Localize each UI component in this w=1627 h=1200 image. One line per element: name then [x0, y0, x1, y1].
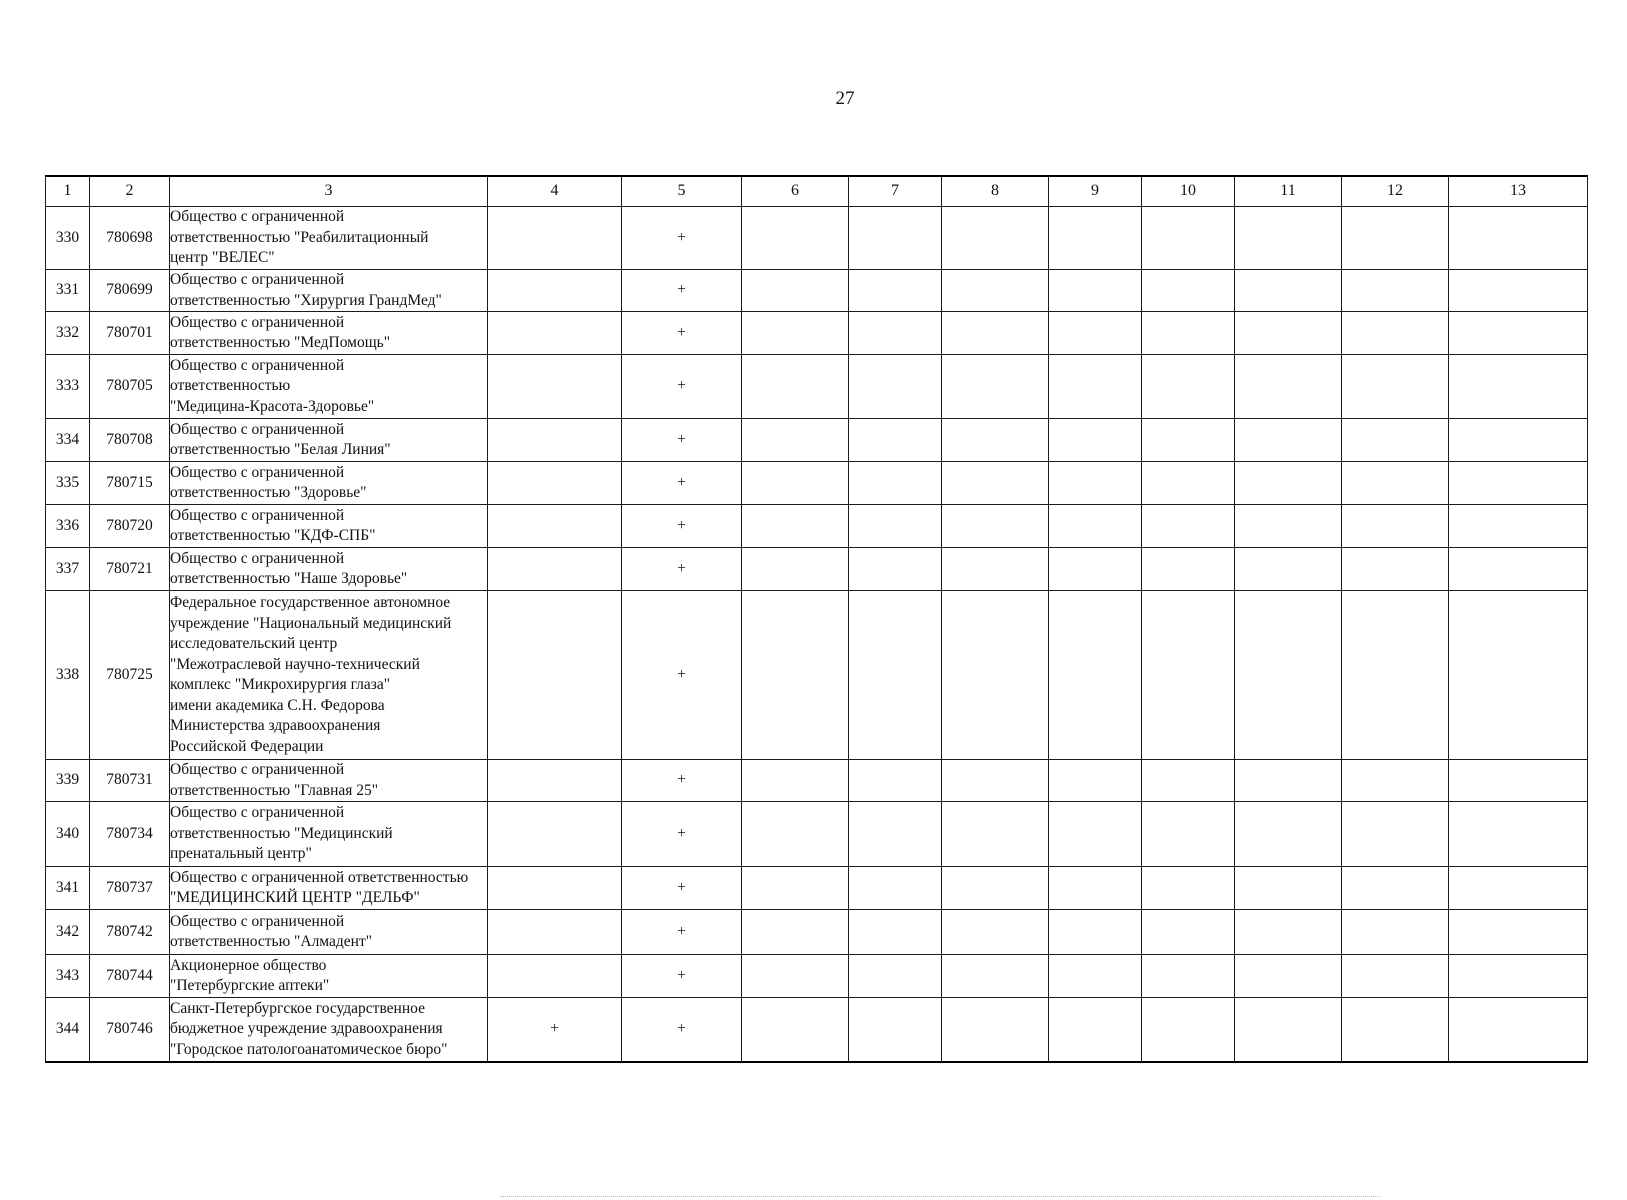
- empty-cell: [942, 591, 1049, 760]
- empty-cell: [1049, 910, 1142, 955]
- empty-cell: [1342, 548, 1449, 591]
- organization-name: Акционерное общество "Петербургские аптеки": [170, 955, 488, 998]
- empty-cell: [1142, 505, 1235, 548]
- row-number: 336: [46, 505, 90, 548]
- empty-cell: [1342, 867, 1449, 910]
- empty-cell: [1049, 760, 1142, 802]
- organization-name: Общество с ограниченной ответственностью "Медицина-Красота-Здоровье": [170, 355, 488, 419]
- empty-cell: [1449, 867, 1588, 910]
- row-number: 339: [46, 760, 90, 802]
- empty-cell: [1142, 998, 1235, 1062]
- empty-cell: [1142, 591, 1235, 760]
- row-number: 338: [46, 591, 90, 760]
- organization-name: Общество с ограниченной ответственностью "Хирургия ГрандМед": [170, 270, 488, 312]
- empty-cell: [1142, 867, 1235, 910]
- empty-cell: [1142, 419, 1235, 462]
- col5-mark: +: [622, 760, 742, 802]
- empty-cell: [1049, 312, 1142, 355]
- col4-mark: [488, 505, 622, 548]
- empty-cell: [1449, 505, 1588, 548]
- empty-cell: [1142, 802, 1235, 867]
- table-row: [46, 355, 1588, 419]
- table-row: [46, 910, 1588, 955]
- empty-cell: [942, 207, 1049, 270]
- empty-cell: [1235, 998, 1342, 1062]
- col4-mark: [488, 462, 622, 505]
- empty-cell: [1235, 462, 1342, 505]
- registry-code: 780725: [90, 591, 170, 760]
- empty-cell: [1235, 955, 1342, 998]
- column-header: 6: [742, 176, 849, 207]
- col5-mark: +: [622, 867, 742, 910]
- empty-cell: [1235, 270, 1342, 312]
- col4-mark: [488, 207, 622, 270]
- empty-cell: [742, 462, 849, 505]
- row-number: 334: [46, 419, 90, 462]
- registry-code: 780721: [90, 548, 170, 591]
- table-row: [46, 548, 1588, 591]
- col5-mark: +: [622, 355, 742, 419]
- table-row: [46, 462, 1588, 505]
- empty-cell: [1235, 312, 1342, 355]
- empty-cell: [742, 910, 849, 955]
- empty-cell: [1049, 802, 1142, 867]
- organization-name: Общество с ограниченной ответственностью "КДФ-СПБ": [170, 505, 488, 548]
- row-number: 332: [46, 312, 90, 355]
- empty-cell: [1142, 955, 1235, 998]
- scan-artifact-line: [500, 1196, 1380, 1198]
- col4-mark: [488, 910, 622, 955]
- empty-cell: [942, 998, 1049, 1062]
- organization-name: Общество с ограниченной ответственностью "МЕДИЦИНСКИЙ ЦЕНТР "ДЕЛЬФ": [170, 867, 488, 910]
- col5-mark: +: [622, 505, 742, 548]
- empty-cell: [742, 312, 849, 355]
- organization-name: Общество с ограниченной ответственностью "Здоровье": [170, 462, 488, 505]
- empty-cell: [942, 867, 1049, 910]
- row-number: 344: [46, 998, 90, 1062]
- empty-cell: [1342, 760, 1449, 802]
- empty-cell: [1449, 270, 1588, 312]
- table-row: [46, 998, 1588, 1062]
- col4-mark: [488, 419, 622, 462]
- registry-code: 780715: [90, 462, 170, 505]
- registry-code: 780720: [90, 505, 170, 548]
- table-row: [46, 270, 1588, 312]
- col5-mark: +: [622, 955, 742, 998]
- empty-cell: [1342, 505, 1449, 548]
- empty-cell: [1049, 462, 1142, 505]
- empty-cell: [942, 355, 1049, 419]
- empty-cell: [1342, 207, 1449, 270]
- empty-cell: [1449, 955, 1588, 998]
- empty-cell: [1049, 867, 1142, 910]
- empty-cell: [849, 998, 942, 1062]
- col4-mark: [488, 867, 622, 910]
- row-number: 331: [46, 270, 90, 312]
- column-header: 12: [1342, 176, 1449, 207]
- registry-table: [45, 175, 1588, 1063]
- col5-mark: +: [622, 548, 742, 591]
- empty-cell: [849, 270, 942, 312]
- row-number: 333: [46, 355, 90, 419]
- organization-name: Общество с ограниченной ответственностью "МедПомощь": [170, 312, 488, 355]
- registry-code: 780708: [90, 419, 170, 462]
- empty-cell: [849, 505, 942, 548]
- empty-cell: [1449, 355, 1588, 419]
- empty-cell: [1235, 802, 1342, 867]
- empty-cell: [1142, 548, 1235, 591]
- empty-cell: [742, 760, 849, 802]
- column-header: 4: [488, 176, 622, 207]
- table-row: [46, 419, 1588, 462]
- empty-cell: [1342, 355, 1449, 419]
- column-header: 7: [849, 176, 942, 207]
- empty-cell: [742, 867, 849, 910]
- empty-cell: [942, 910, 1049, 955]
- empty-cell: [942, 312, 1049, 355]
- registry-code: 780744: [90, 955, 170, 998]
- col4-mark: [488, 955, 622, 998]
- empty-cell: [849, 207, 942, 270]
- col5-mark: +: [622, 910, 742, 955]
- empty-cell: [1449, 312, 1588, 355]
- row-number: 330: [46, 207, 90, 270]
- empty-cell: [1142, 207, 1235, 270]
- empty-cell: [1449, 548, 1588, 591]
- registry-code: 780742: [90, 910, 170, 955]
- row-number: 342: [46, 910, 90, 955]
- empty-cell: [849, 355, 942, 419]
- empty-cell: [1235, 548, 1342, 591]
- column-header: 10: [1142, 176, 1235, 207]
- empty-cell: [1235, 867, 1342, 910]
- empty-cell: [1049, 591, 1142, 760]
- empty-cell: [942, 760, 1049, 802]
- empty-cell: [742, 591, 849, 760]
- column-header: 13: [1449, 176, 1588, 207]
- empty-cell: [1049, 270, 1142, 312]
- empty-cell: [942, 505, 1049, 548]
- empty-cell: [742, 802, 849, 867]
- empty-cell: [942, 419, 1049, 462]
- empty-cell: [1449, 591, 1588, 760]
- column-header: 5: [622, 176, 742, 207]
- empty-cell: [1342, 591, 1449, 760]
- row-number: 340: [46, 802, 90, 867]
- registry-code: 780746: [90, 998, 170, 1062]
- col5-mark: +: [622, 207, 742, 270]
- empty-cell: [1235, 591, 1342, 760]
- empty-cell: [742, 419, 849, 462]
- empty-cell: [1142, 355, 1235, 419]
- empty-cell: [742, 955, 849, 998]
- empty-cell: [849, 867, 942, 910]
- organization-name: Санкт-Петербургское государственное бюджетное учреждение здравоохранения "Городское патологоанатомическое бюро": [170, 998, 488, 1062]
- empty-cell: [849, 910, 942, 955]
- empty-cell: [742, 548, 849, 591]
- empty-cell: [1235, 505, 1342, 548]
- empty-cell: [742, 998, 849, 1062]
- col4-mark: [488, 591, 622, 760]
- organization-name: Федеральное государственное автономное учреждение "Национальный медицинский исследовательский центр "Межотраслевой научно-технический комплекс "Микрохирургия глаза" имени академика С.Н. Федорова Министерства здравоохранения Российской Федерации: [170, 591, 488, 760]
- empty-cell: [742, 505, 849, 548]
- col5-mark: +: [622, 312, 742, 355]
- empty-cell: [1449, 998, 1588, 1062]
- table-row: [46, 505, 1588, 548]
- registry-code: 780698: [90, 207, 170, 270]
- col5-mark: +: [622, 270, 742, 312]
- empty-cell: [1049, 207, 1142, 270]
- empty-cell: [942, 548, 1049, 591]
- empty-cell: [1142, 270, 1235, 312]
- empty-cell: [849, 312, 942, 355]
- col5-mark: +: [622, 419, 742, 462]
- organization-name: Общество с ограниченной ответственностью "Главная 25": [170, 760, 488, 802]
- registry-code: 780737: [90, 867, 170, 910]
- empty-cell: [849, 462, 942, 505]
- col5-mark: +: [622, 591, 742, 760]
- empty-cell: [942, 802, 1049, 867]
- empty-cell: [849, 419, 942, 462]
- empty-cell: [1449, 760, 1588, 802]
- empty-cell: [1049, 505, 1142, 548]
- empty-cell: [1142, 312, 1235, 355]
- empty-cell: [1449, 462, 1588, 505]
- registry-code: 780701: [90, 312, 170, 355]
- col4-mark: +: [488, 998, 622, 1062]
- col5-mark: +: [622, 462, 742, 505]
- empty-cell: [1449, 207, 1588, 270]
- col4-mark: [488, 548, 622, 591]
- empty-cell: [742, 270, 849, 312]
- empty-cell: [1049, 998, 1142, 1062]
- organization-name: Общество с ограниченной ответственностью "Белая Линия": [170, 419, 488, 462]
- empty-cell: [1235, 355, 1342, 419]
- registry-code: 780731: [90, 760, 170, 802]
- row-number: 343: [46, 955, 90, 998]
- empty-cell: [1049, 548, 1142, 591]
- empty-cell: [1049, 419, 1142, 462]
- empty-cell: [1049, 955, 1142, 998]
- column-header: 9: [1049, 176, 1142, 207]
- empty-cell: [1142, 760, 1235, 802]
- empty-cell: [942, 270, 1049, 312]
- empty-cell: [742, 207, 849, 270]
- empty-cell: [1142, 910, 1235, 955]
- empty-cell: [1342, 419, 1449, 462]
- empty-cell: [849, 802, 942, 867]
- empty-cell: [1449, 910, 1588, 955]
- empty-cell: [942, 462, 1049, 505]
- empty-cell: [1142, 462, 1235, 505]
- empty-cell: [1342, 998, 1449, 1062]
- empty-cell: [1235, 419, 1342, 462]
- col4-mark: [488, 355, 622, 419]
- empty-cell: [1449, 802, 1588, 867]
- col4-mark: [488, 270, 622, 312]
- column-header: 8: [942, 176, 1049, 207]
- organization-name: Общество с ограниченной ответственностью "Реабилитационный центр "ВЕЛЕС": [170, 207, 488, 270]
- empty-cell: [1049, 355, 1142, 419]
- page-number: 27: [835, 88, 855, 109]
- column-header: 1: [46, 176, 90, 207]
- empty-cell: [1342, 462, 1449, 505]
- row-number: 341: [46, 867, 90, 910]
- empty-cell: [1342, 955, 1449, 998]
- registry-code: 780699: [90, 270, 170, 312]
- row-number: 335: [46, 462, 90, 505]
- table-row: [46, 802, 1588, 867]
- empty-cell: [1235, 207, 1342, 270]
- empty-cell: [1342, 910, 1449, 955]
- table-row: [46, 955, 1588, 998]
- col5-mark: +: [622, 802, 742, 867]
- col4-mark: [488, 760, 622, 802]
- column-header: 2: [90, 176, 170, 207]
- empty-cell: [1449, 419, 1588, 462]
- organization-name: Общество с ограниченной ответственностью "Наше Здоровье": [170, 548, 488, 591]
- organization-name: Общество с ограниченной ответственностью "Алмадент": [170, 910, 488, 955]
- table-row: [46, 312, 1588, 355]
- empty-cell: [1342, 270, 1449, 312]
- empty-cell: [1342, 802, 1449, 867]
- column-header: 11: [1235, 176, 1342, 207]
- empty-cell: [742, 355, 849, 419]
- empty-cell: [849, 548, 942, 591]
- empty-cell: [1235, 760, 1342, 802]
- table-row: [46, 207, 1588, 270]
- row-number: 337: [46, 548, 90, 591]
- table-row: [46, 867, 1588, 910]
- table-row: [46, 760, 1588, 802]
- empty-cell: [849, 955, 942, 998]
- col5-mark: +: [622, 998, 742, 1062]
- col4-mark: [488, 312, 622, 355]
- registry-code: 780734: [90, 802, 170, 867]
- header-row: [46, 176, 1588, 207]
- empty-cell: [1342, 312, 1449, 355]
- registry-code: 780705: [90, 355, 170, 419]
- empty-cell: [1235, 910, 1342, 955]
- empty-cell: [942, 955, 1049, 998]
- empty-cell: [849, 760, 942, 802]
- col4-mark: [488, 802, 622, 867]
- column-header: 3: [170, 176, 488, 207]
- table-row: [46, 591, 1588, 760]
- empty-cell: [849, 591, 942, 760]
- organization-name: Общество с ограниченной ответственностью "Медицинский пренатальный центр": [170, 802, 488, 867]
